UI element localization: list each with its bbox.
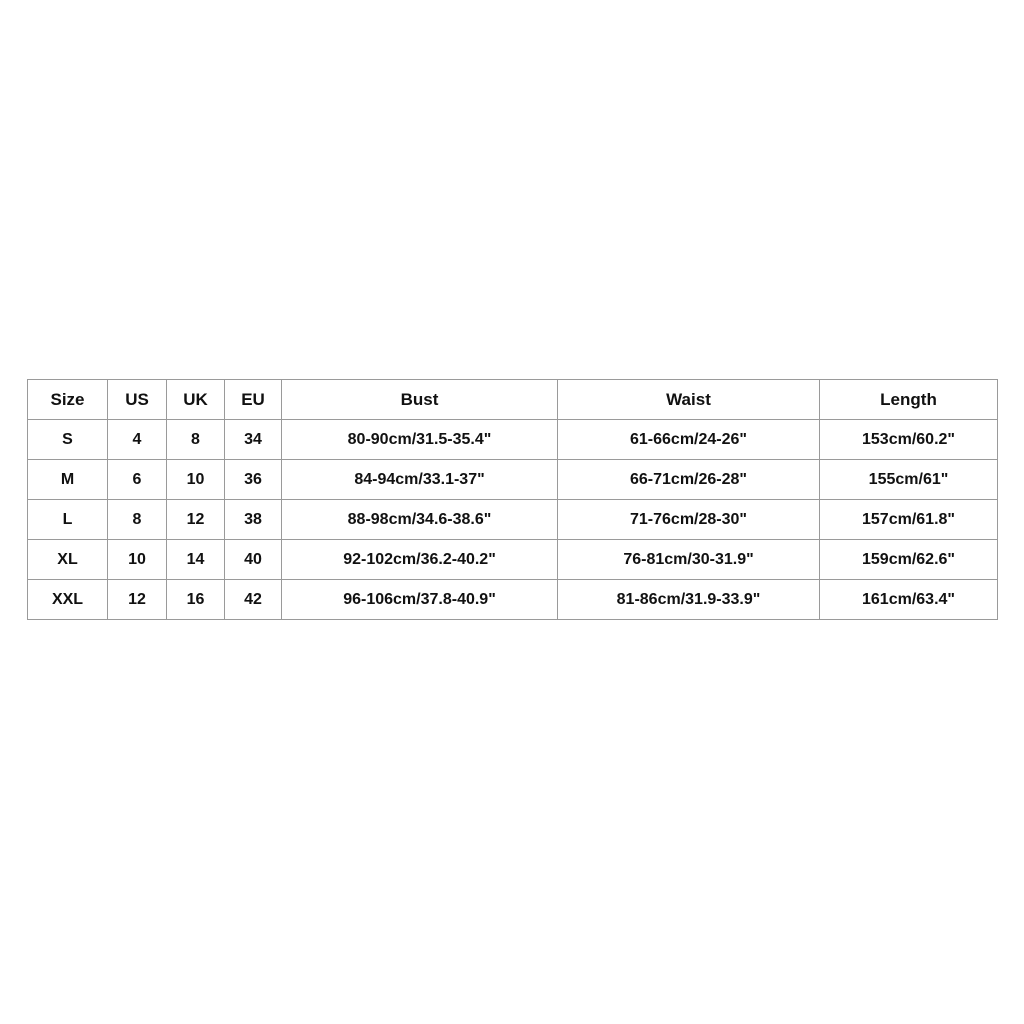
cell-length: 157cm/61.8": [820, 500, 998, 540]
cell-length: 155cm/61": [820, 460, 998, 500]
header-size: Size: [28, 380, 108, 420]
cell-eu: 36: [225, 460, 282, 500]
cell-us: 4: [108, 420, 167, 460]
header-length: Length: [820, 380, 998, 420]
cell-size: S: [28, 420, 108, 460]
cell-uk: 16: [167, 580, 225, 620]
cell-eu: 38: [225, 500, 282, 540]
cell-bust: 80-90cm/31.5-35.4": [282, 420, 558, 460]
size-chart-table: [27, 379, 998, 620]
table-row: [28, 580, 998, 620]
table-header-row: [28, 380, 998, 420]
table-row: [28, 420, 998, 460]
cell-us: 10: [108, 540, 167, 580]
cell-size: XXL: [28, 580, 108, 620]
cell-eu: 40: [225, 540, 282, 580]
cell-length: 161cm/63.4": [820, 580, 998, 620]
cell-waist: 66-71cm/26-28": [558, 460, 820, 500]
cell-bust: 96-106cm/37.8-40.9": [282, 580, 558, 620]
cell-eu: 42: [225, 580, 282, 620]
table-row: [28, 500, 998, 540]
cell-size: M: [28, 460, 108, 500]
header-bust: Bust: [282, 380, 558, 420]
header-us: US: [108, 380, 167, 420]
header-uk: UK: [167, 380, 225, 420]
cell-waist: 61-66cm/24-26": [558, 420, 820, 460]
cell-waist: 76-81cm/30-31.9": [558, 540, 820, 580]
cell-eu: 34: [225, 420, 282, 460]
header-waist: Waist: [558, 380, 820, 420]
cell-waist: 81-86cm/31.9-33.9": [558, 580, 820, 620]
cell-length: 153cm/60.2": [820, 420, 998, 460]
cell-us: 12: [108, 580, 167, 620]
cell-length: 159cm/62.6": [820, 540, 998, 580]
cell-size: XL: [28, 540, 108, 580]
table-row: [28, 460, 998, 500]
cell-size: L: [28, 500, 108, 540]
cell-waist: 71-76cm/28-30": [558, 500, 820, 540]
cell-uk: 14: [167, 540, 225, 580]
cell-bust: 84-94cm/33.1-37": [282, 460, 558, 500]
table-row: [28, 540, 998, 580]
cell-uk: 8: [167, 420, 225, 460]
cell-uk: 10: [167, 460, 225, 500]
header-eu: EU: [225, 380, 282, 420]
cell-uk: 12: [167, 500, 225, 540]
cell-bust: 92-102cm/36.2-40.2": [282, 540, 558, 580]
cell-us: 6: [108, 460, 167, 500]
cell-us: 8: [108, 500, 167, 540]
cell-bust: 88-98cm/34.6-38.6": [282, 500, 558, 540]
